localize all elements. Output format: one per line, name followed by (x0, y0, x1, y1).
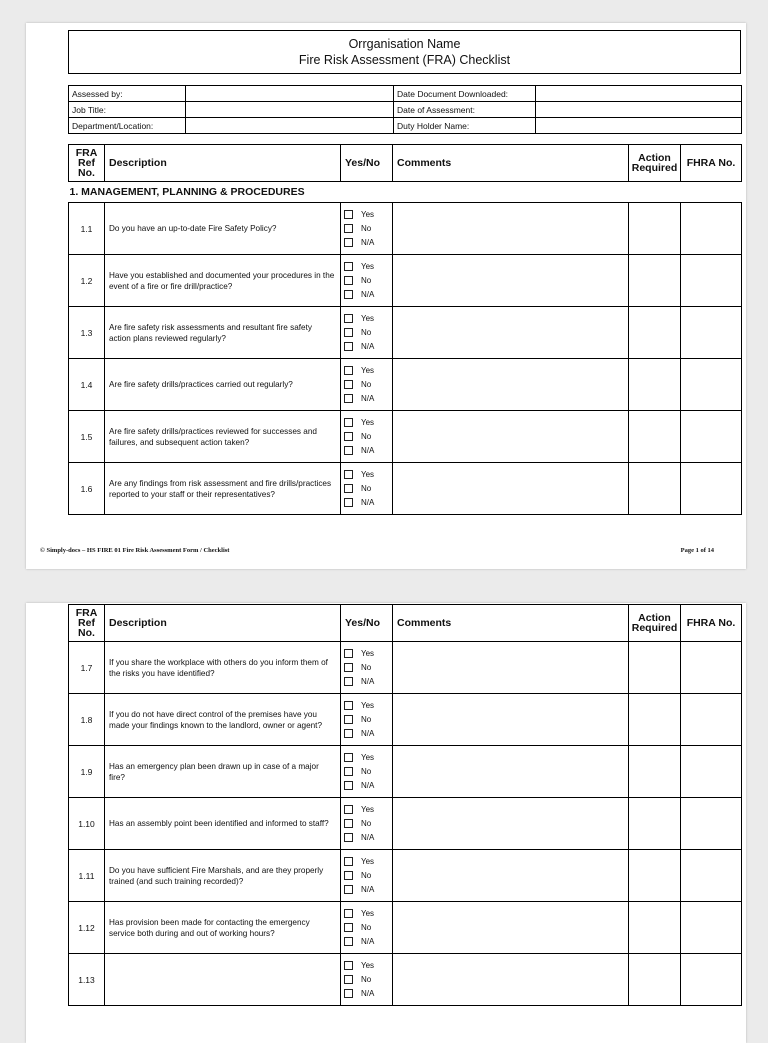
row-yesno-options (341, 798, 393, 850)
option-yes (344, 468, 392, 482)
date-downloaded-label: Date Document Downloaded: (394, 86, 536, 102)
row-yesno-options (341, 307, 393, 359)
table-row (69, 255, 742, 307)
header-ref: FRA Ref No. (69, 145, 105, 182)
checkbox[interactable] (344, 871, 353, 880)
header-comments: Comments (393, 605, 629, 642)
checkbox[interactable] (344, 857, 353, 866)
row-description: Has an emergency plan been drawn up in case of a major fire? (105, 746, 341, 798)
checkbox-label: N/A (361, 498, 375, 507)
checkbox-label: Yes (361, 961, 375, 970)
option-yes (344, 907, 392, 921)
row-description (105, 954, 341, 1006)
row-comments-cell[interactable] (393, 954, 629, 1006)
checkbox[interactable] (344, 342, 353, 351)
row-action-cell[interactable] (629, 850, 681, 902)
row-action-cell[interactable] (629, 954, 681, 1006)
option-yes (344, 260, 392, 274)
checkbox[interactable] (344, 677, 353, 686)
checkbox-label: No (361, 276, 372, 285)
option-yes (344, 855, 392, 869)
row-action-cell[interactable] (629, 902, 681, 954)
checkbox[interactable] (344, 781, 353, 790)
option-na (344, 987, 392, 1001)
row-action-cell[interactable] (629, 798, 681, 850)
checkbox[interactable] (344, 923, 353, 932)
checklist-table-page-1 (68, 144, 742, 515)
row-description: Has an assembly point been identified and informed to staff? (105, 798, 341, 850)
header-yesno: Yes/No (341, 145, 393, 182)
checkbox-label: N/A (361, 833, 375, 842)
header-description: Description (105, 605, 341, 642)
row-fhra-cell[interactable] (681, 203, 742, 255)
row-description: If you do not have direct control of the premises have you made your findings known to the landlord, owner or agent? (105, 694, 341, 746)
checkbox-label: Yes (361, 649, 375, 658)
option-no (344, 222, 392, 236)
checkbox[interactable] (344, 937, 353, 946)
row-yesno-options (341, 359, 393, 411)
row-fhra-cell[interactable] (681, 798, 742, 850)
table-row (69, 694, 742, 746)
option-yes (344, 751, 392, 765)
option-na (344, 496, 392, 510)
option-na (344, 340, 392, 354)
row-yesno-options (341, 255, 393, 307)
footer-page-number: Page 1 of 14 (680, 547, 714, 554)
row-action-cell[interactable] (629, 255, 681, 307)
option-yes (344, 803, 392, 817)
option-na (344, 236, 392, 250)
table-row (69, 463, 742, 515)
checkbox[interactable] (344, 805, 353, 814)
checkbox[interactable] (344, 432, 353, 441)
checkbox[interactable] (344, 210, 353, 219)
checkbox-label: Yes (361, 418, 375, 427)
checkbox-label: No (361, 767, 372, 776)
row-fhra-cell[interactable] (681, 307, 742, 359)
table-row (69, 359, 742, 411)
row-action-cell[interactable] (629, 359, 681, 411)
checkbox[interactable] (344, 290, 353, 299)
checkbox[interactable] (344, 366, 353, 375)
row-description: If you share the workplace with others do you inform them of the risks you have identified? (105, 642, 341, 694)
checkbox[interactable] (344, 989, 353, 998)
checkbox[interactable] (344, 819, 353, 828)
checkbox[interactable] (344, 909, 353, 918)
checkbox[interactable] (344, 767, 353, 776)
checkbox-label: N/A (361, 238, 375, 247)
checkbox-label: No (361, 923, 372, 932)
option-no (344, 921, 392, 935)
row-comments-cell[interactable] (393, 694, 629, 746)
checkbox-label: Yes (361, 805, 375, 814)
document-page-1 (26, 23, 746, 569)
organisation-name: Orrganisation Name (348, 37, 461, 51)
assessed-by-label: Assessed by: (69, 86, 186, 102)
checkbox-label: N/A (361, 446, 375, 455)
row-ref-number: 1.1 (69, 203, 105, 255)
option-na (344, 779, 392, 793)
option-yes (344, 959, 392, 973)
row-action-cell[interactable] (629, 746, 681, 798)
document-title-box (68, 30, 741, 74)
row-ref-number: 1.6 (69, 463, 105, 515)
row-ref-number: 1.4 (69, 359, 105, 411)
row-comments-cell[interactable] (393, 902, 629, 954)
row-fhra-cell[interactable] (681, 902, 742, 954)
row-comments-cell[interactable] (393, 463, 629, 515)
option-na (344, 935, 392, 949)
row-action-cell[interactable] (629, 203, 681, 255)
checklist-table-page-2 (68, 604, 742, 1006)
option-yes (344, 312, 392, 326)
row-ref-number: 1.7 (69, 642, 105, 694)
row-action-cell[interactable] (629, 307, 681, 359)
row-description: Are any findings from risk assessment and fire drills/practices reported to your staff or their representatives? (105, 463, 341, 515)
checkbox[interactable] (344, 753, 353, 762)
option-no (344, 869, 392, 883)
checkbox[interactable] (344, 238, 353, 247)
option-na (344, 675, 392, 689)
checkbox[interactable] (344, 262, 353, 271)
row-fhra-cell[interactable] (681, 359, 742, 411)
row-description: Are fire safety drills/practices reviewed for successes and failures, and subsequent action taken? (105, 411, 341, 463)
checkbox-label: N/A (361, 885, 375, 894)
row-yesno-options (341, 954, 393, 1006)
row-description: Are fire safety risk assessments and resultant fire safety action plans reviewed regularly? (105, 307, 341, 359)
row-ref-number: 1.10 (69, 798, 105, 850)
checkbox[interactable] (344, 729, 353, 738)
option-no (344, 482, 392, 496)
row-ref-number: 1.9 (69, 746, 105, 798)
option-no (344, 326, 392, 340)
checkbox[interactable] (344, 484, 353, 493)
table-header (69, 145, 742, 182)
row-description: Has provision been made for contacting the emergency service both during and out of working hours? (105, 902, 341, 954)
checkbox[interactable] (344, 394, 353, 403)
row-yesno-options (341, 411, 393, 463)
row-comments-cell[interactable] (393, 255, 629, 307)
row-ref-number: 1.11 (69, 850, 105, 902)
checkbox-label: No (361, 484, 372, 493)
table-row (69, 798, 742, 850)
assessment-info-table (68, 85, 742, 134)
checkbox-label: No (361, 328, 372, 337)
checkbox-label: No (361, 871, 372, 880)
checkbox[interactable] (344, 885, 353, 894)
section-title: 1. MANAGEMENT, PLANNING & PROCEDURES (69, 182, 742, 203)
checkbox-label: N/A (361, 781, 375, 790)
checkbox-label: N/A (361, 342, 375, 351)
checkbox[interactable] (344, 833, 353, 842)
option-no (344, 817, 392, 831)
row-comments-cell[interactable] (393, 642, 629, 694)
header-fhra: FHRA No. (681, 605, 742, 642)
checkbox[interactable] (344, 224, 353, 233)
header-action-required: Action Required (629, 145, 681, 182)
row-comments-cell[interactable] (393, 359, 629, 411)
option-no (344, 765, 392, 779)
header-ref: FRA Ref No. (69, 605, 105, 642)
header-comments: Comments (393, 145, 629, 182)
checkbox[interactable] (344, 418, 353, 427)
row-comments-cell[interactable] (393, 203, 629, 255)
checklist-title: Fire Risk Assessment (FRA) Checklist (298, 53, 511, 67)
checkbox[interactable] (344, 276, 353, 285)
checkbox[interactable] (344, 314, 353, 323)
header-fhra: FHRA No. (681, 145, 742, 182)
row-ref-number: 1.3 (69, 307, 105, 359)
checkbox-label: No (361, 432, 372, 441)
row-yesno-options (341, 642, 393, 694)
checkbox-label: No (361, 224, 372, 233)
checkbox-label: No (361, 715, 372, 724)
row-description: Do you have an up-to-date Fire Safety Policy? (105, 203, 341, 255)
row-comments-cell[interactable] (393, 798, 629, 850)
row-fhra-cell[interactable] (681, 954, 742, 1006)
row-yesno-options (341, 902, 393, 954)
job-title-field[interactable] (186, 102, 394, 118)
row-ref-number: 1.2 (69, 255, 105, 307)
checkbox-label: Yes (361, 210, 375, 219)
header-description: Description (105, 145, 341, 182)
row-yesno-options (341, 463, 393, 515)
question-rows (69, 642, 742, 1006)
option-yes (344, 416, 392, 430)
checkbox-label: No (361, 380, 372, 389)
row-ref-number: 1.8 (69, 694, 105, 746)
table-row (69, 850, 742, 902)
question-rows (69, 203, 742, 515)
table-row (69, 954, 742, 1006)
checkbox-label: No (361, 819, 372, 828)
date-assessment-label: Date of Assessment: (394, 102, 536, 118)
option-yes (344, 208, 392, 222)
checkbox-label: Yes (361, 262, 375, 271)
checkbox-label: Yes (361, 857, 375, 866)
checkbox[interactable] (344, 446, 353, 455)
row-action-cell[interactable] (629, 411, 681, 463)
checkbox-label: N/A (361, 394, 375, 403)
row-description: Are fire safety drills/practices carried out regularly? (105, 359, 341, 411)
checkbox[interactable] (344, 975, 353, 984)
option-yes (344, 699, 392, 713)
checkbox-label: Yes (361, 470, 375, 479)
option-na (344, 392, 392, 406)
row-fhra-cell[interactable] (681, 642, 742, 694)
table-row (69, 746, 742, 798)
row-ref-number: 1.12 (69, 902, 105, 954)
checkbox-label: N/A (361, 677, 375, 686)
row-action-cell[interactable] (629, 694, 681, 746)
option-yes (344, 647, 392, 661)
row-ref-number: 1.5 (69, 411, 105, 463)
row-fhra-cell[interactable] (681, 746, 742, 798)
option-na (344, 831, 392, 845)
checkbox-label: N/A (361, 729, 375, 738)
row-fhra-cell[interactable] (681, 411, 742, 463)
checkbox-label: Yes (361, 701, 375, 710)
row-comments-cell[interactable] (393, 850, 629, 902)
option-na (344, 288, 392, 302)
checkbox[interactable] (344, 498, 353, 507)
table-row (69, 307, 742, 359)
row-fhra-cell[interactable] (681, 694, 742, 746)
option-no (344, 430, 392, 444)
checkbox-label: Yes (361, 366, 375, 375)
checkbox-label: Yes (361, 909, 375, 918)
checkbox[interactable] (344, 380, 353, 389)
checkbox[interactable] (344, 961, 353, 970)
checkbox[interactable] (344, 328, 353, 337)
checkbox-label: Yes (361, 753, 375, 762)
row-comments-cell[interactable] (393, 307, 629, 359)
checkbox-label: No (361, 663, 372, 672)
header-action-required: Action Required (629, 605, 681, 642)
checkbox-label: N/A (361, 290, 375, 299)
row-action-cell[interactable] (629, 463, 681, 515)
date-downloaded-field[interactable] (536, 86, 742, 102)
department-field[interactable] (186, 118, 394, 134)
row-description: Do you have sufficient Fire Marshals, and are they properly trained (and such training recorded)? (105, 850, 341, 902)
option-no (344, 274, 392, 288)
table-row (69, 902, 742, 954)
row-action-cell[interactable] (629, 642, 681, 694)
checkbox[interactable] (344, 715, 353, 724)
table-row (69, 411, 742, 463)
header-yesno: Yes/No (341, 605, 393, 642)
option-no (344, 973, 392, 987)
checkbox[interactable] (344, 470, 353, 479)
table-row (69, 642, 742, 694)
option-no (344, 378, 392, 392)
checkbox[interactable] (344, 663, 353, 672)
row-yesno-options (341, 203, 393, 255)
row-fhra-cell[interactable] (681, 850, 742, 902)
table-row (69, 203, 742, 255)
row-yesno-options (341, 746, 393, 798)
option-no (344, 713, 392, 727)
option-na (344, 444, 392, 458)
row-description: Have you established and documented your procedures in the event of a fire or fire drill/practice? (105, 255, 341, 307)
job-title-label: Job Title: (69, 102, 186, 118)
option-na (344, 727, 392, 741)
checkbox-label: No (361, 975, 372, 984)
row-ref-number: 1.13 (69, 954, 105, 1006)
footer-copyright: © Simply-docs – HS FIRE 01 Fire Risk Assessment Form / Checklist (40, 547, 230, 554)
duty-holder-field[interactable] (536, 118, 742, 134)
checkbox-label: N/A (361, 937, 375, 946)
row-comments-cell[interactable] (393, 746, 629, 798)
date-assessment-field[interactable] (536, 102, 742, 118)
checkbox-label: N/A (361, 989, 375, 998)
section-heading-row (69, 182, 742, 203)
duty-holder-label: Duty Holder Name: (394, 118, 536, 134)
checkbox-label: Yes (361, 314, 375, 323)
row-fhra-cell[interactable] (681, 463, 742, 515)
option-yes (344, 364, 392, 378)
checkbox[interactable] (344, 701, 353, 710)
table-header (69, 605, 742, 642)
row-yesno-options (341, 850, 393, 902)
row-yesno-options (341, 694, 393, 746)
option-no (344, 661, 392, 675)
document-page-2 (26, 603, 746, 1043)
option-na (344, 883, 392, 897)
department-label: Department/Location: (69, 118, 186, 134)
checkbox[interactable] (344, 649, 353, 658)
row-comments-cell[interactable] (393, 411, 629, 463)
row-fhra-cell[interactable] (681, 255, 742, 307)
assessed-by-field[interactable] (186, 86, 394, 102)
